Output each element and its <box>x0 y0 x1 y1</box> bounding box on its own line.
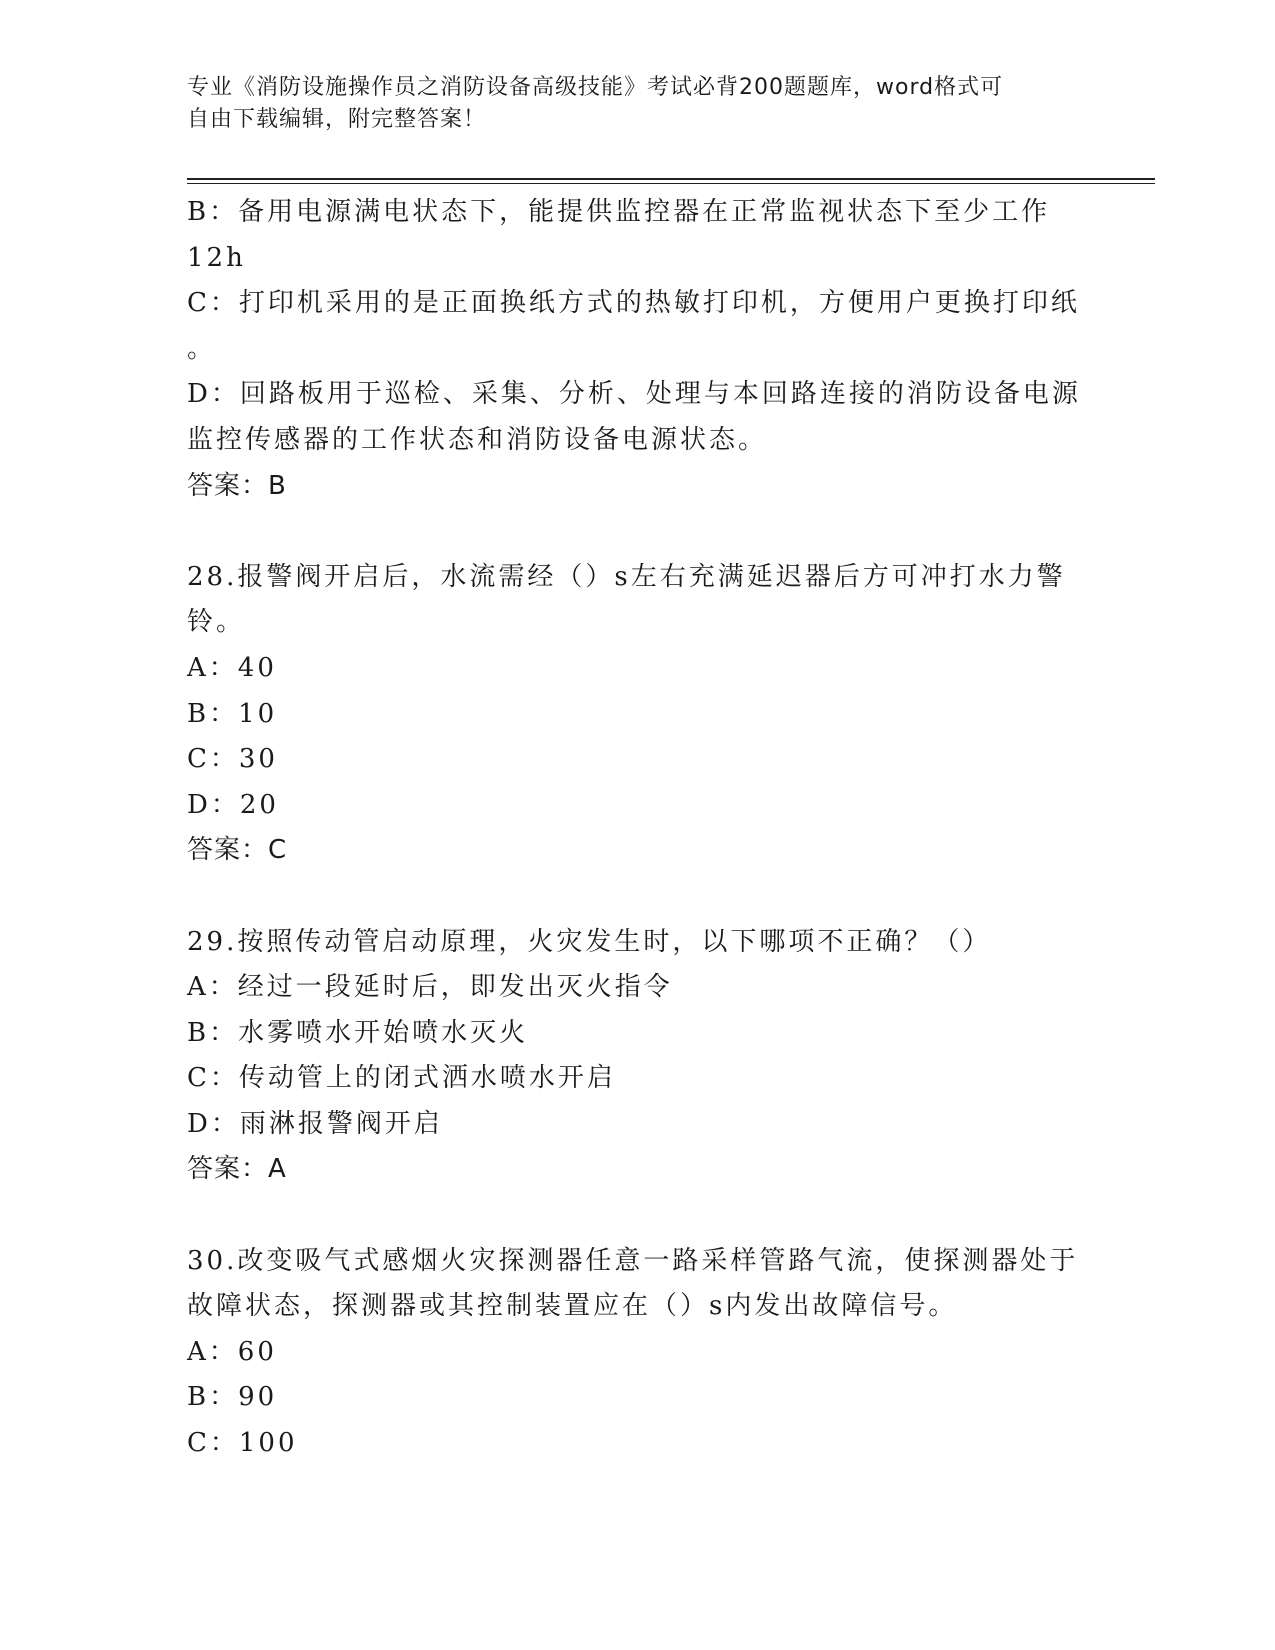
option-c: C：100 <box>187 1428 298 1459</box>
option-d-line-1: D：回路板用于巡检、采集、分析、处理与本回路连接的消防设备电源 <box>187 379 1081 410</box>
option-c: C：传动管上的闭式洒水喷水开启 <box>187 1063 616 1094</box>
question-28-block <box>187 555 1077 874</box>
option-d: D：雨淋报警阀开启 <box>187 1108 443 1139</box>
option-d-line-2: 监控传感器的工作状态和消防设备电源状态。 <box>187 424 768 455</box>
question-stem-line-1: 30.改变吸气式感烟火灾探测器任意一路采样管路气流，使探测器处于 <box>187 1245 1079 1276</box>
option-b-line-2: 12h <box>187 242 246 273</box>
question-30-block <box>187 1239 1077 1467</box>
option-a: A：40 <box>187 652 277 683</box>
option-b: B：水雾喷水开始喷水灭火 <box>187 1017 529 1048</box>
option-c-line-2: 。 <box>187 333 217 364</box>
option-d: D：20 <box>187 789 279 820</box>
question-stem-line-2: 铃。 <box>187 607 246 638</box>
option-c-line-1: C：打印机采用的是正面换纸方式的热敏打印机，方便用户更换打印纸 <box>187 288 1080 319</box>
question-content <box>187 190 1081 1467</box>
question-29-block <box>187 920 1077 1194</box>
option-b: B：90 <box>187 1382 278 1413</box>
option-b-line-1: B：备用电源满电状态下，能提供监控器在正常监视状态下至少工作 <box>187 197 1051 227</box>
question-stem: 29.按照传动管启动原理，火灾发生时，以下哪项不正确？（） <box>187 926 992 957</box>
option-c: C：30 <box>187 744 278 775</box>
spacer <box>187 1193 1077 1239</box>
answer-line: 答案：C <box>187 835 288 866</box>
answer-line: 答案：B <box>187 470 287 501</box>
option-b: B：10 <box>187 698 278 729</box>
spacer <box>187 509 1077 555</box>
option-a: A：经过一段延时后，即发出灭火指令 <box>187 972 673 1003</box>
header-divider-thin <box>187 183 1155 184</box>
header-line-1: 专业《消防设施操作员之消防设备高级技能》考试必背200题题库，word格式可 <box>187 75 1004 100</box>
answer-line: 答案：A <box>187 1154 287 1185</box>
question-stem-line-2: 故障状态，探测器或其控制装置应在（）s内发出故障信号。 <box>187 1291 958 1322</box>
document-header <box>187 72 1087 136</box>
header-divider-thick <box>187 178 1155 180</box>
previous-question-block <box>187 190 1081 509</box>
spacer <box>187 874 1077 920</box>
option-a: A：60 <box>187 1336 277 1367</box>
header-line-2: 自由下载编辑，附完整答案！ <box>187 107 487 132</box>
question-stem-line-1: 28.报警阀开启后，水流需经（）s左右充满延迟器后方可冲打水力警 <box>187 561 1066 592</box>
